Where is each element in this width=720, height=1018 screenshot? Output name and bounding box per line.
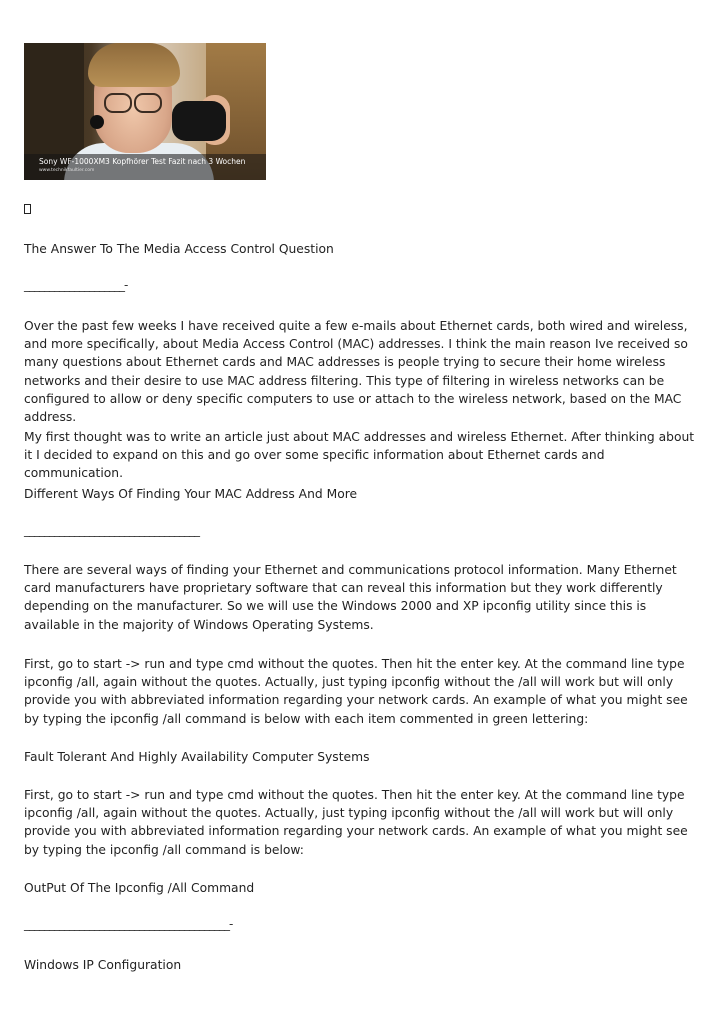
thumbnail-caption: Sony WF-1000XM3 Kopfhörer Test Fazit nach 3 Wochen xyxy=(39,157,246,166)
heading-ipconfig-output: OutPut Of The Ipconfig /All Command xyxy=(24,881,255,895)
heading-windows-ip-configuration: Windows IP Configuration xyxy=(24,958,182,972)
paragraph-ipconfig-instructions: First, go to start -> run and type cmd without the quotes. Then hit the enter key. At the command line type ipconfig /all, again without the quotes. Actually, just typing ipconfig without the /all will work but will only provide you with abbreviated information regarding your network cards. An example of what you might see by typing the ipconfig /all command is below with each item commented in green lettering: xyxy=(24,657,688,726)
separator-line: ____________________- xyxy=(24,278,128,292)
video-thumbnail-image[interactable] xyxy=(24,43,266,180)
thumbnail-caption-url: www.technikfaultier.com xyxy=(39,168,95,173)
separator-line: _________________________________________- xyxy=(24,917,233,931)
missing-glyph-icon xyxy=(24,204,31,214)
paragraph-intro: Over the past few weeks I have received quite a few e-mails about Ethernet cards, both wired and wireless, and more specifically, about Media Access Control (MAC) addresses. I think the main reason Ive received so many questions about Ethernet cards and MAC addresses is people trying to secure their home wireless networks and their desire to use MAC address filtering. This type of filtering in wireless networks can be configured to allow or deny specific computers to use or attach to the wireless network, based on the MAC address. xyxy=(24,319,688,425)
paragraph-first-thought: My first thought was to write an article just about MAC addresses and wireless Ethernet. After thinking about it I decided to expand on this and go over some specific information about Ethernet cards and communication. xyxy=(24,430,695,481)
paragraph-ways-of-finding: There are several ways of finding your Ethernet and communications protocol information. Many Ethernet card manufacturers have proprietary software that can reveal this information but they work differently depending on the manufacturer. So we will use the Windows 2000 and XP ipconfig utility since this is available in the majority of Windows Operating Systems. xyxy=(24,563,677,632)
heading-fault-tolerant: Fault Tolerant And Highly Availability Computer Systems xyxy=(24,750,370,764)
heading-finding-mac-address: Different Ways Of Finding Your MAC Address And More xyxy=(24,487,358,501)
heading-media-access-control: The Answer To The Media Access Control Question xyxy=(24,242,334,256)
separator-line: ___________________________________ xyxy=(24,523,199,537)
paragraph-ipconfig-instructions-repeat: First, go to start -> run and type cmd without the quotes. Then hit the enter key. At the command line type ipconfig /all, again without the quotes. Actually, just typing ipconfig without the /all will work but will only provide you with abbreviated information regarding your network cards. An example of what you might see by typing the ipconfig /all command is below: xyxy=(24,788,688,857)
